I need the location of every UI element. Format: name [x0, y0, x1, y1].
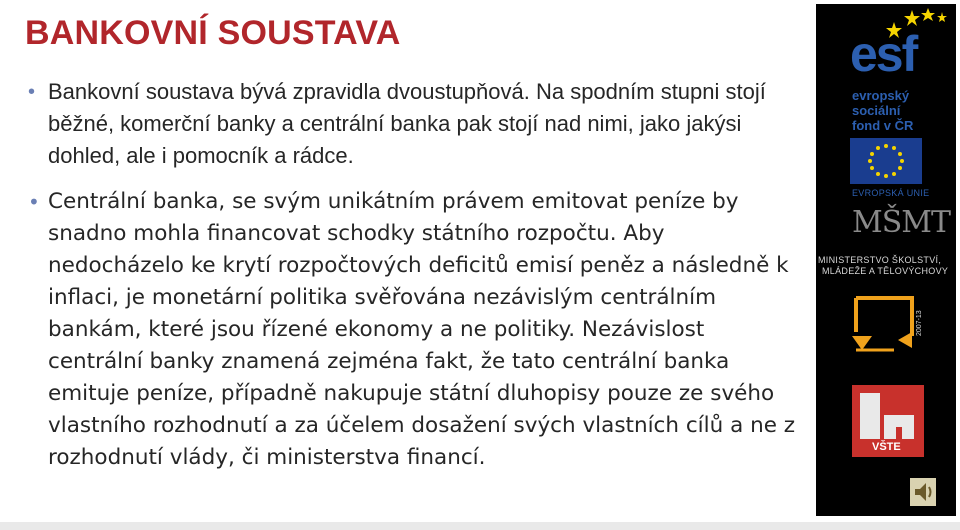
esf-line-2: sociální [852, 103, 901, 118]
vste-logo [852, 385, 924, 457]
bullet-item [28, 76, 798, 172]
speaker-button[interactable] [910, 478, 936, 506]
bullet-text: Centrální banka, se svým unikátním právem emitovat peníze by snadno mohla financovat schodky státního rozpočtu. Aby nedocházelo ke krytí rozpočtových deficitů emisí peněz a následně k inflaci, je monetární politika svěřována nezávislým centrálním bankám, které jsou řízené ekonomy a ne politiky. Nezávislost centrální banky znamená zejména fakt, že tato centrální banka emituje peníze, případně nakupuje státní dluhopisy pouze ze svého vlastního rozhodnutí a za účelem dosažení svých vlastních cílů a ne z rozhodnutí vlády, či ministerstva financí. [48, 189, 796, 470]
esf-line-3: fond v ČR [852, 118, 914, 133]
vste-label: VŠTE [872, 441, 901, 453]
msmt-line-2: MLÁDEŽE A TĚLOVÝCHOVY [822, 266, 949, 276]
esf-mark: esf [850, 26, 917, 82]
msmt-mark: MŠMT [852, 205, 950, 240]
bullet-text: Bankovní soustava bývá zpravidla dvoustupňová. Na spodním stupni stojí běžné, komerční banky a centrální banka pak stojí nad nimi, jako jakýsi dohled, ale i pomocník a rádce. [48, 79, 766, 168]
esf-logo [850, 4, 956, 134]
bullet-dot-icon: • [28, 81, 36, 103]
logo-sidebar [814, 0, 960, 530]
op-vk-logo [850, 292, 954, 358]
eu-logo [850, 138, 930, 202]
bullet-dot-icon: • [28, 190, 40, 214]
eu-flag-icon [850, 138, 922, 184]
msmt-line-1: MINISTERSTVO ŠKOLSTVÍ, [818, 255, 942, 265]
eu-label: EVROPSKÁ UNIE [852, 188, 930, 198]
bottom-bar [0, 522, 960, 530]
slide-title: BANKOVNÍ SOUSTAVA [25, 14, 401, 52]
msmt-logo [816, 205, 958, 277]
esf-line-1: evropský [852, 88, 910, 103]
bullet-item [28, 186, 798, 474]
op-vk-years: 2007-13 [916, 310, 923, 336]
bullet-list [28, 76, 798, 488]
speaker-icon [910, 478, 936, 506]
